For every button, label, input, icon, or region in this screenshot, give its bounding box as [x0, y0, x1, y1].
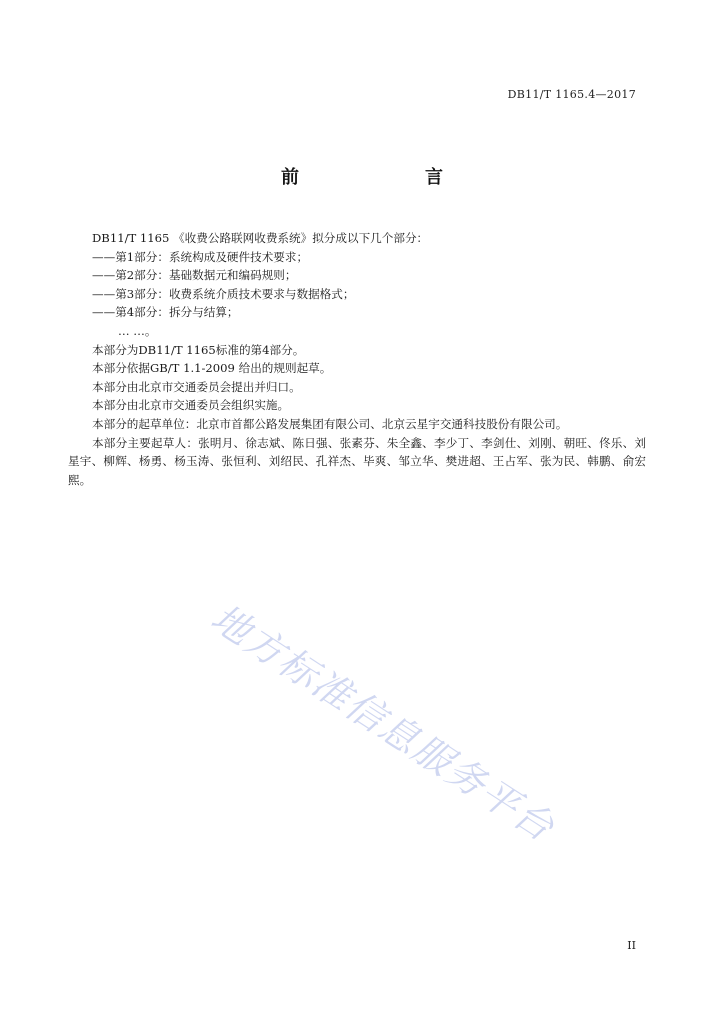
page-number: II: [627, 939, 636, 952]
part-item: ——第1部分：系统构成及硬件技术要求；: [92, 249, 309, 264]
statement-drafters: 本部分主要起草人：张明月、徐志斌、陈日强、张素芬、朱全鑫、李少丁、李剑仕、刘刚、朝旺、佟乐、刘星宇、柳辉、杨勇、杨玉涛、张恒利、刘绍民、孔祥杰、毕爽、邹立华、樊进超、王占军、张为民、韩鹏、俞宏熙。: [68, 435, 646, 487]
statement-implementer: 本部分由北京市交通委员会组织实施。: [92, 398, 290, 413]
foreword-body: [68, 229, 646, 489]
part-item: ——第2部分：基础数据元和编码规则；: [92, 268, 297, 283]
statement-proposer: 本部分由北京市交通委员会提出并归口。: [92, 379, 301, 394]
statement-part-number: 本部分为DB11/T 1165标准的第4部分。: [92, 342, 305, 357]
parts-intro: DB11/T 1165 《收费公路联网收费系统》拟分成以下几个部分：: [92, 231, 429, 245]
parts-ellipsis: … …。: [118, 323, 157, 338]
part-item: ——第3部分：收费系统介质技术要求与数据格式；: [92, 286, 355, 301]
document-code: DB11/T 1165.4—2017: [507, 88, 636, 101]
statement-drafting-units: 本部分的起草单位：北京市首都公路发展集团有限公司、北京云星宇交通科技股份有限公司。: [92, 416, 568, 431]
statement-drafting-rules: 本部分依据GB/T 1.1-2009 给出的规则起草。: [92, 361, 332, 376]
watermark: 地方标准信息服务平台: [203, 595, 563, 851]
part-item: ——第4部分：拆分与结算；: [92, 305, 239, 320]
page-title: 前 言: [281, 167, 473, 188]
